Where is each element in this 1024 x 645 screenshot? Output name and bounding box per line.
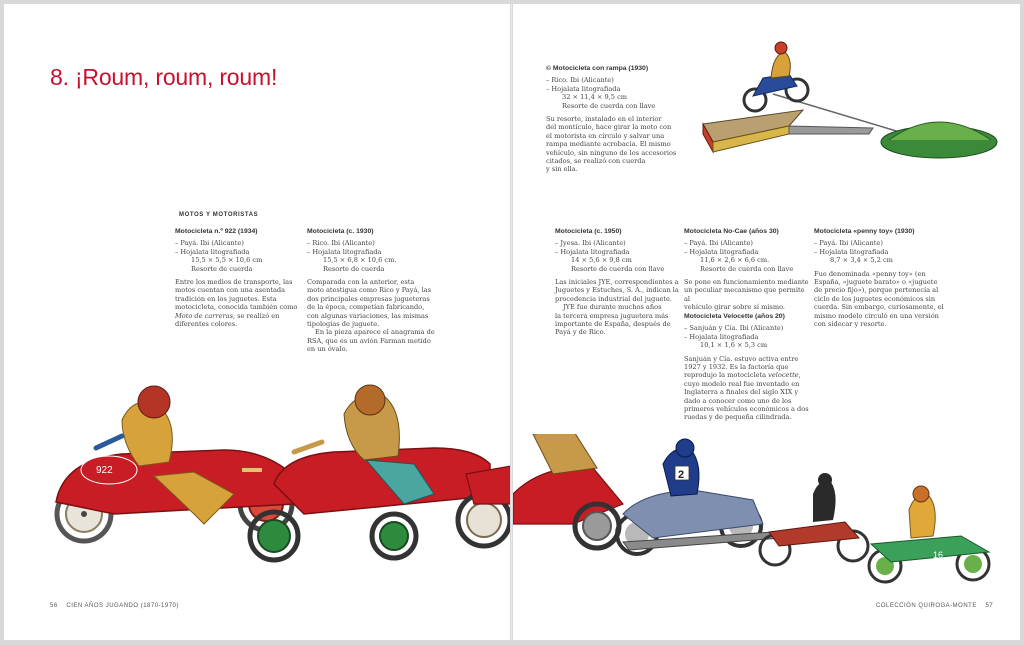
- entry-line: importante de España, después de: [555, 320, 671, 329]
- tank-number: 16: [933, 550, 944, 560]
- entry-line: tradición en los juguetes. Esta: [175, 294, 277, 303]
- entry-maker: – Payá. Ibi (Alicante): [814, 239, 883, 248]
- entry-line: del montículo, hace girar la moto con: [546, 123, 672, 132]
- entry-line: ruedas y de pequeña cilindrada.: [684, 413, 792, 422]
- entry-material: – Hojalata litografiada: [684, 332, 759, 341]
- running-footer: COLECCIÓN QUIROGA-MONTE: [876, 603, 977, 609]
- entry-line: citados, se realizó con cuerda: [546, 157, 646, 166]
- entry-title: Motocicleta No-Cae (años 30): [684, 228, 779, 235]
- entry-line: la tercera empresa juguetera más: [555, 311, 669, 320]
- entry-moto-1930: [307, 228, 437, 354]
- entry-line: cuyo modelo real fue inventado en: [684, 379, 800, 388]
- entry-line: Juguetes y Estuches, S. A., indican la: [555, 286, 679, 295]
- entry-title: Motocicleta Velocette (años 20): [684, 313, 785, 320]
- entry-italic-tail: , se realizó en: [232, 311, 280, 320]
- moto-rico-1930-illustration: [250, 385, 490, 560]
- entry-line: Comparada con la anterior, esta: [307, 278, 415, 287]
- section-label: MOTOS Y MOTORISTAS: [179, 212, 259, 218]
- entry-title: Motocicleta (c. 1930): [307, 228, 374, 235]
- entry-title: Motocicleta «penny toy» (1930): [814, 228, 915, 235]
- moto-penny-toy-illustration: [869, 486, 989, 582]
- entry-line: Payá y de Rico.: [555, 328, 606, 337]
- entry-line: moto atestigua como Rico y Payá, las: [307, 286, 432, 295]
- entry-line: de la época, competían fabricando,: [307, 303, 425, 312]
- entry-moto-rampa: [546, 65, 686, 174]
- entry-mechanism: Resorte de cuerda: [323, 264, 385, 273]
- page-number: 56: [50, 603, 58, 609]
- entry-maker: – Payá. Ibi (Alicante): [175, 239, 244, 248]
- entry-title: Motocicleta (c. 1950): [555, 228, 622, 235]
- entry-line: En la pieza aparece el anagrama de: [315, 328, 435, 337]
- entry-line: un peculiar mecanismo que permite al: [684, 286, 805, 303]
- entry-material: – Hojalata litografiada: [546, 84, 621, 93]
- entry-maker: – Rico. Ibi (Alicante): [307, 239, 375, 248]
- chapter-title: 8. ¡Roum, roum, roum!: [50, 64, 278, 90]
- entry-line: con sidecar y resorte.: [814, 320, 887, 329]
- ramp-toy-photo: [693, 34, 1013, 184]
- right-folio: [876, 603, 993, 609]
- entry-line: dos principales empresas jugueteras: [307, 294, 430, 303]
- entry-mechanism: Resorte de cuerda con llave: [700, 264, 794, 273]
- entry-line: en un óvalo.: [307, 345, 348, 354]
- entry-line-mixed: [684, 371, 812, 379]
- entry-line: JYE fue durante muchos años: [563, 303, 662, 312]
- entry-line: y sin ella.: [546, 165, 578, 174]
- entry-line: vehículo, sin ninguno de los accesorios: [546, 148, 677, 157]
- entry-dimensions: 15,5 × 6,8 × 10,6 cm.: [323, 256, 397, 265]
- entry-maker: – Sanjuán y Cía. Ibi (Alicante): [684, 324, 784, 333]
- entry-line: de precio fijo»), porque pertenecía al: [814, 286, 939, 295]
- entry-line: motos cuentan con una asentada: [175, 286, 286, 295]
- entry-moto-jyesa: [555, 228, 680, 337]
- entry-mechanism: Resorte de cuerda con llave: [571, 264, 665, 273]
- entry-line: diferentes colores.: [175, 320, 238, 329]
- entry-mechanism: Resorte de cuerda: [191, 264, 253, 273]
- entry-line: Entre los medios de transporte, las: [175, 278, 293, 287]
- entry-line: motocicleta, conocida también como: [175, 303, 298, 312]
- entry-line: dado a conocer como uno de los: [684, 396, 792, 405]
- entry-italic: Moto de carreras: [175, 311, 233, 320]
- left-page: [4, 4, 511, 640]
- entry-maker: – Jyesa. Ibi (Alicante): [555, 239, 626, 248]
- entry-mechanism: Resorte de cuerda con llave: [562, 101, 656, 110]
- entry-line: RSA, que es un avión Farman metido: [307, 336, 431, 345]
- entry-line: mismo modelo circuló en una versión: [814, 311, 939, 320]
- entry-material: – Hojalata litografiada: [684, 247, 759, 256]
- entry-material: – Hojalata litografiada: [175, 247, 250, 256]
- right-page: [513, 4, 1020, 640]
- entry-line: rampa mediante acrobacia. El mismo: [546, 140, 671, 149]
- entry-dimensions: 15,5 × 5,5 × 10,6 cm: [191, 256, 263, 265]
- entry-maker: – Payá. Ibi (Alicante): [684, 239, 753, 248]
- entry-line: procedencia industrial del juguete.: [555, 294, 673, 303]
- entry-moto-penny-toy: [814, 228, 944, 328]
- entry-dimensions: 32 × 11,4 × 9,5 cm: [562, 93, 628, 102]
- running-footer: CIEN AÑOS JUGANDO (1870-1970): [66, 603, 179, 609]
- entry-line: primeros vehículos económicos a dos: [684, 405, 809, 414]
- ramp-motorcycle-illustration: [703, 42, 997, 158]
- entry-dimensions: 11,6 × 2,6 × 6,6 cm.: [700, 256, 770, 265]
- entry-title: Motocicleta n.º 922 (1934): [175, 228, 258, 235]
- entry-italic-tail: ,: [798, 371, 801, 380]
- entry-line: vehículo girar sobre sí mismo.: [684, 303, 786, 312]
- entry-line: ciclo de los juguetes económicos sin: [814, 294, 936, 303]
- entry-material: – Hojalata litografiada: [307, 247, 382, 256]
- entry-line: tipologías de juguete.: [307, 320, 380, 329]
- entry-dimensions: 14 × 5,6 × 9,8 cm: [571, 256, 632, 265]
- moto-jyesa-rear-illustration: [513, 434, 623, 548]
- tank-number: 922: [96, 465, 113, 476]
- entry-moto-no-cae: [684, 228, 812, 312]
- motorcycles-photo-left: [4, 364, 511, 594]
- page-number: 57: [985, 603, 994, 609]
- entry-line-text: reprodujo la motocicleta: [684, 371, 767, 380]
- entry-italic: velocette: [768, 371, 799, 380]
- moto-no-cae-illustration: [617, 439, 781, 554]
- left-folio: [50, 603, 179, 609]
- gutter: [510, 4, 512, 640]
- entry-dimensions: 10,1 × 1,6 × 5,3 cm: [700, 341, 768, 350]
- entry-line: Sanjuán y Cía. estuvo activa entre: [684, 354, 799, 363]
- motorcycles-photo-right: [513, 434, 1020, 594]
- rider-number: 2: [678, 469, 685, 481]
- entry-line: Se pone en funcionamiento mediante: [684, 278, 809, 287]
- entry-line: Inglaterra a finales del siglo XIX y: [684, 388, 799, 397]
- entry-line: el motorista en círculo y salvar una: [546, 131, 665, 140]
- entry-line: 1927 y 1932. Es la factoría que: [684, 363, 789, 372]
- entry-line: cuerda. Sin embargo, curiosamente, el: [814, 303, 944, 312]
- entry-moto-922: [175, 228, 305, 328]
- entry-line: Su resorte, instalado en el interior: [546, 115, 662, 124]
- entry-line-mixed: [175, 312, 305, 320]
- entry-line: Fue denominada «penny toy» (en: [814, 269, 926, 278]
- entry-line: Las iniciales JYE, correspondientes a: [555, 278, 679, 287]
- entry-moto-velocette: [684, 313, 812, 422]
- entry-dimensions: 8,7 × 3,4 × 5,2 cm: [830, 256, 893, 265]
- entry-material: – Hojalata litografiada: [814, 247, 889, 256]
- moto-velocette-illustration: [760, 473, 868, 565]
- entry-line: con algunas variaciones, las mismas: [307, 311, 429, 320]
- entry-title: © Motocicleta con rampa (1930): [546, 65, 649, 72]
- entry-line: España, «juguete barato» o «juguete: [814, 278, 938, 287]
- entry-material: – Hojalata litografiada: [555, 247, 630, 256]
- entry-maker: – Rico. Ibi (Alicante): [546, 76, 614, 85]
